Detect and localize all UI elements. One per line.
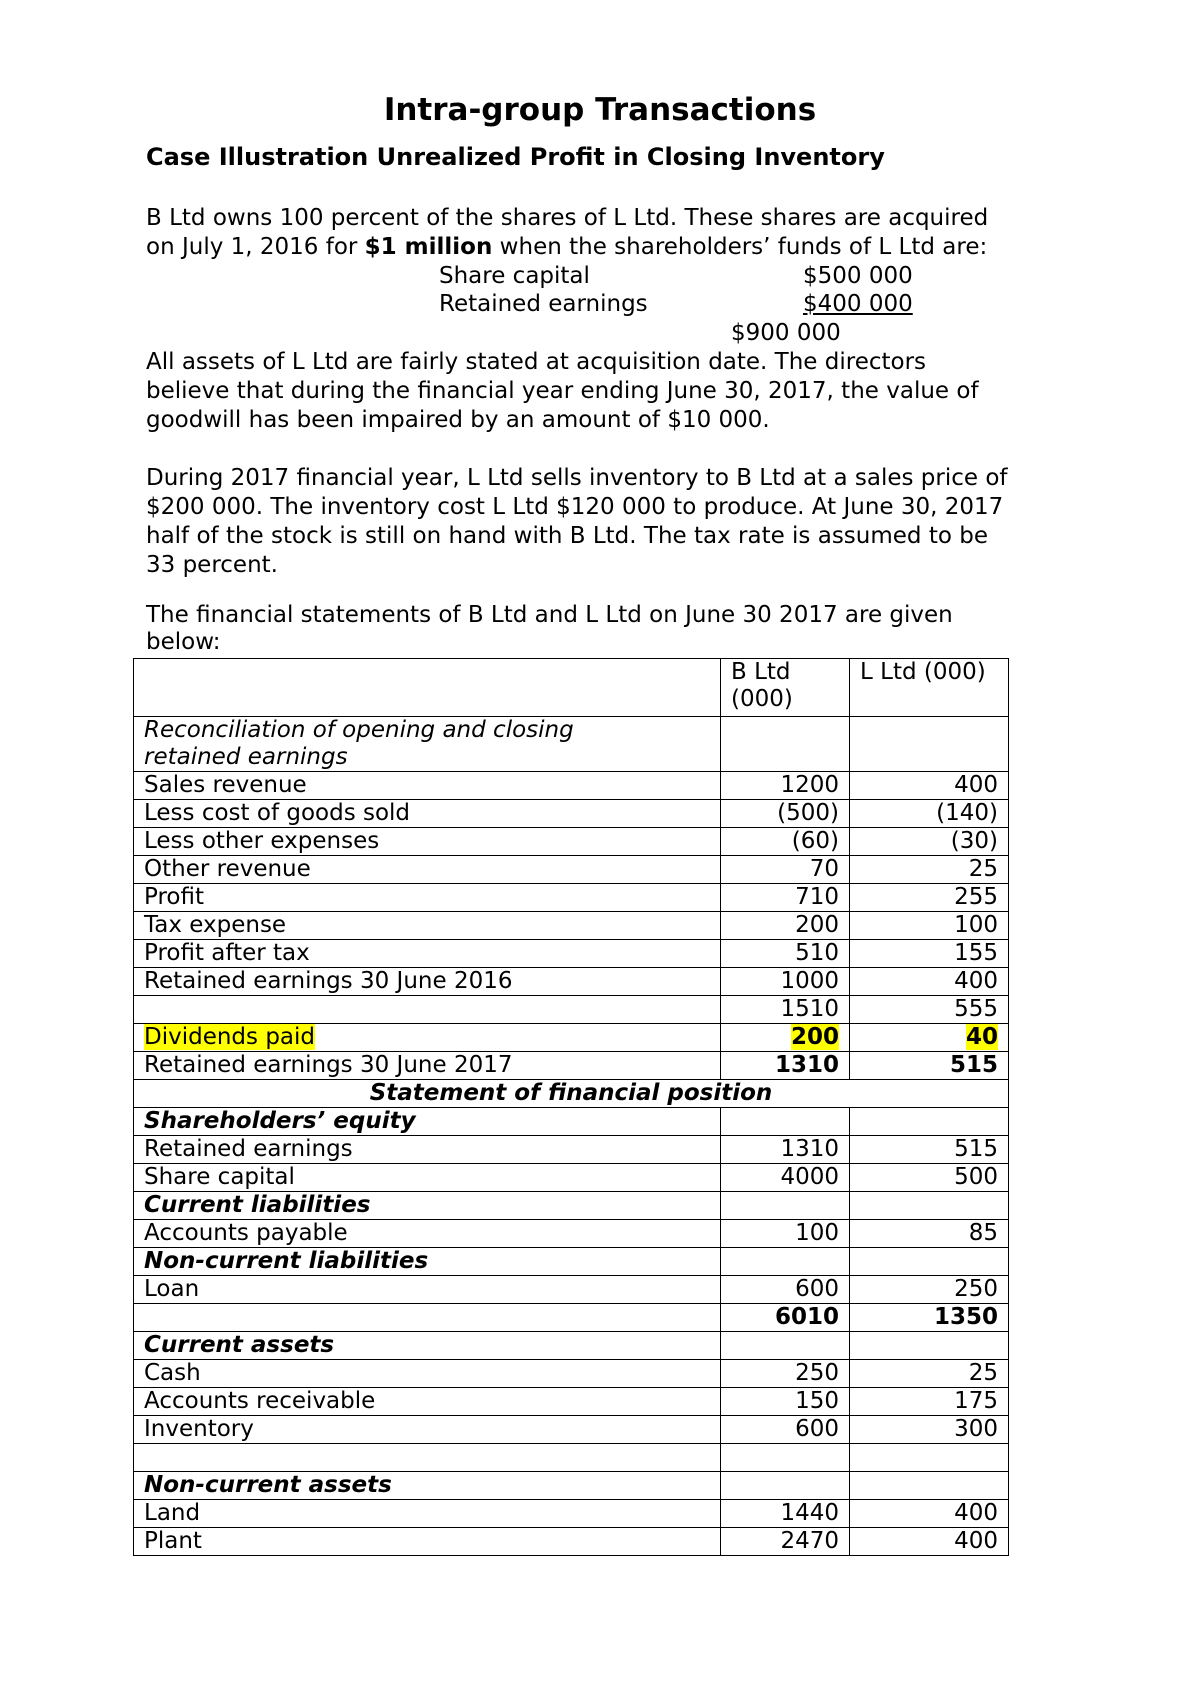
retained-2017-l: 515: [850, 1052, 1009, 1080]
l-ltd-value: [850, 1444, 1009, 1472]
paragraph-inventory: [146, 464, 1076, 580]
intro-line-1: B Ltd owns 100 percent of the shares of L Ltd. These shares are acquired: [146, 205, 989, 231]
row-label: [134, 1304, 721, 1332]
recon-heading: [134, 717, 721, 772]
b-ltd-value: [721, 1444, 850, 1472]
retained-2017-b: 1310: [721, 1052, 850, 1080]
recon-heading-line2: retained earnings: [144, 744, 348, 770]
row-label: Accounts payable: [134, 1220, 721, 1248]
header-label-cell: [134, 659, 721, 717]
dividends-l-cell: [850, 1024, 1009, 1052]
row-label: Less other expenses: [134, 828, 721, 856]
funds-retained-value: $400 000: [803, 291, 913, 317]
retained-2017-row: [134, 1052, 1009, 1080]
l-ltd-value: [850, 1248, 1009, 1276]
table-row: [134, 828, 1009, 856]
b-ltd-value: 600: [721, 1276, 850, 1304]
dividends-b-cell: [721, 1024, 850, 1052]
table-row: [134, 1360, 1009, 1388]
intro-paragraph: [146, 204, 1076, 262]
intro-line-2-post: when the shareholders’ funds of L Ltd are:: [492, 234, 988, 260]
retained-2017-label: Retained earnings 30 June 2017: [134, 1052, 721, 1080]
table-row: [134, 800, 1009, 828]
row-label: Less cost of goods sold: [134, 800, 721, 828]
row-label: Retained earnings 30 June 2016: [134, 968, 721, 996]
table-row: [134, 996, 1009, 1024]
para2-line: believe that during the financial year ending June 30, 2017, the value of: [146, 378, 979, 404]
dividends-label: Dividends paid: [144, 1024, 316, 1050]
paragraph-assets: [146, 348, 1076, 435]
funds-share-capital-value: $500 000: [803, 263, 913, 289]
b-ltd-value: [721, 1332, 850, 1360]
funds-retained-label: Retained earnings: [439, 291, 648, 317]
total-row: [134, 1304, 1009, 1332]
l-ltd-value: 1350: [850, 1304, 1009, 1332]
row-label: Loan: [134, 1276, 721, 1304]
l-ltd-value: 400: [850, 1528, 1009, 1556]
header-l-ltd: L Ltd (000): [850, 659, 1009, 717]
funds-share-capital-label: Share capital: [439, 263, 590, 289]
b-ltd-value: 70: [721, 856, 850, 884]
table-row: [134, 1276, 1009, 1304]
para2-line: goodwill has been impaired by an amount of $10 000.: [146, 407, 770, 433]
blank-row: [134, 1444, 1009, 1472]
table-row: [134, 1164, 1009, 1192]
l-ltd-value: 400: [850, 1500, 1009, 1528]
para3-line: $200 000. The inventory cost L Ltd $120 000 to produce. At June 30, 2017: [146, 494, 1004, 520]
b-ltd-value: 6010: [721, 1304, 850, 1332]
header-b-line1: B Ltd: [731, 659, 791, 685]
row-label: Share capital: [134, 1164, 721, 1192]
table-row: [134, 1528, 1009, 1556]
l-ltd-value: 175: [850, 1388, 1009, 1416]
row-label: Retained earnings: [134, 1136, 721, 1164]
table-row: [134, 1136, 1009, 1164]
empty-cell: [721, 717, 850, 772]
row-label: Other revenue: [134, 856, 721, 884]
table-row: [134, 1220, 1009, 1248]
l-ltd-value: 100: [850, 912, 1009, 940]
funds-total: $900 000: [731, 320, 841, 346]
header-b-line2: (000): [731, 686, 793, 712]
b-ltd-value: 200: [721, 912, 850, 940]
b-ltd-value: 150: [721, 1388, 850, 1416]
l-ltd-value: [850, 1472, 1009, 1500]
empty-cell: [850, 717, 1009, 772]
equity-heading-row: [134, 1108, 1009, 1136]
dividends-label-cell: [134, 1024, 721, 1052]
b-ltd-value: 710: [721, 884, 850, 912]
recon-rows: [134, 772, 1009, 1024]
row-label: Inventory: [134, 1416, 721, 1444]
row-label: Sales revenue: [134, 772, 721, 800]
para3-line: half of the stock is still on hand with B Ltd. The tax rate is assumed to be: [146, 523, 988, 549]
table-row: [134, 968, 1009, 996]
ca-heading-row: [134, 1332, 1009, 1360]
table-row: [134, 940, 1009, 968]
b-ltd-value: 1200: [721, 772, 850, 800]
b-ltd-value: 1440: [721, 1500, 850, 1528]
paragraph-statements: [146, 601, 1076, 657]
l-ltd-value: 25: [850, 1360, 1009, 1388]
table-header-row: [134, 659, 1009, 717]
l-ltd-value: [850, 1108, 1009, 1136]
l-ltd-value: (30): [850, 828, 1009, 856]
b-ltd-value: 2470: [721, 1528, 850, 1556]
b-ltd-value: [721, 1108, 850, 1136]
b-ltd-value: 1310: [721, 1136, 850, 1164]
b-ltd-value: [721, 1248, 850, 1276]
l-ltd-value: 155: [850, 940, 1009, 968]
intro-line-2-bold: $1 million: [364, 234, 493, 260]
ncl-heading-row: [134, 1248, 1009, 1276]
financial-statements-table: [133, 658, 1009, 1556]
b-ltd-value: [721, 1192, 850, 1220]
l-ltd-value: 25: [850, 856, 1009, 884]
section-heading: Non-current liabilities: [134, 1248, 721, 1276]
dividends-b: 200: [790, 1024, 839, 1050]
b-ltd-value: (60): [721, 828, 850, 856]
table-row: [134, 856, 1009, 884]
l-ltd-value: [850, 1192, 1009, 1220]
page-title: Intra-group Transactions: [383, 92, 817, 128]
table-row: [134, 1416, 1009, 1444]
sfp-heading-row: [134, 1080, 1009, 1108]
table-row: [134, 912, 1009, 940]
row-label: Accounts receivable: [134, 1388, 721, 1416]
section-heading: Current assets: [134, 1332, 721, 1360]
l-ltd-value: 85: [850, 1220, 1009, 1248]
b-ltd-value: 1510: [721, 996, 850, 1024]
row-label: [134, 1444, 721, 1472]
row-label: Plant: [134, 1528, 721, 1556]
row-label: Profit: [134, 884, 721, 912]
l-ltd-value: [850, 1332, 1009, 1360]
b-ltd-value: 4000: [721, 1164, 850, 1192]
sfp-heading: Statement of financial position: [134, 1080, 1009, 1108]
intro-line-2-pre: on July 1, 2016 for: [146, 234, 365, 260]
l-ltd-value: (140): [850, 800, 1009, 828]
l-ltd-value: 300: [850, 1416, 1009, 1444]
para3-line: 33 percent.: [146, 552, 278, 578]
row-label: Land: [134, 1500, 721, 1528]
page-subtitle: Case Illustration Unrealized Profit in Closing Inventory: [146, 143, 885, 171]
header-b-ltd: [721, 659, 850, 717]
l-ltd-value: 555: [850, 996, 1009, 1024]
b-ltd-value: [721, 1472, 850, 1500]
b-ltd-value: (500): [721, 800, 850, 828]
para4-line: below:: [146, 629, 221, 655]
l-ltd-value: 500: [850, 1164, 1009, 1192]
table-row: [134, 1388, 1009, 1416]
l-ltd-value: 515: [850, 1136, 1009, 1164]
table-row: [134, 884, 1009, 912]
intro-line-2: [146, 233, 1076, 262]
section-heading: Current liabilities: [134, 1192, 721, 1220]
para3-line: During 2017 financial year, L Ltd sells inventory to B Ltd at a sales price of: [146, 465, 1008, 491]
b-ltd-value: 510: [721, 940, 850, 968]
l-ltd-value: 400: [850, 772, 1009, 800]
b-ltd-value: 100: [721, 1220, 850, 1248]
row-label: [134, 996, 721, 1024]
table-row: [134, 1500, 1009, 1528]
l-ltd-value: 400: [850, 968, 1009, 996]
table-row: [134, 772, 1009, 800]
row-label: Profit after tax: [134, 940, 721, 968]
l-ltd-value: 255: [850, 884, 1009, 912]
section-heading: Non-current assets: [134, 1472, 721, 1500]
b-ltd-value: 1000: [721, 968, 850, 996]
nca-heading-row: [134, 1472, 1009, 1500]
dividends-l: 40: [965, 1024, 998, 1050]
section-heading: Shareholders’ equity: [134, 1108, 721, 1136]
para4-line: The financial statements of B Ltd and L Ltd on June 30 2017 are given: [146, 602, 953, 628]
b-ltd-value: 600: [721, 1416, 850, 1444]
dividends-row: [134, 1024, 1009, 1052]
row-label: Cash: [134, 1360, 721, 1388]
l-ltd-value: 250: [850, 1276, 1009, 1304]
cl-heading-row: [134, 1192, 1009, 1220]
sfp-rows: [134, 1108, 1009, 1556]
row-label: Tax expense: [134, 912, 721, 940]
recon-heading-row: [134, 717, 1009, 772]
b-ltd-value: 250: [721, 1360, 850, 1388]
recon-heading-line1: Reconciliation of opening and closing: [144, 717, 574, 743]
para2-line: All assets of L Ltd are fairly stated at acquisition date. The directors: [146, 349, 927, 375]
